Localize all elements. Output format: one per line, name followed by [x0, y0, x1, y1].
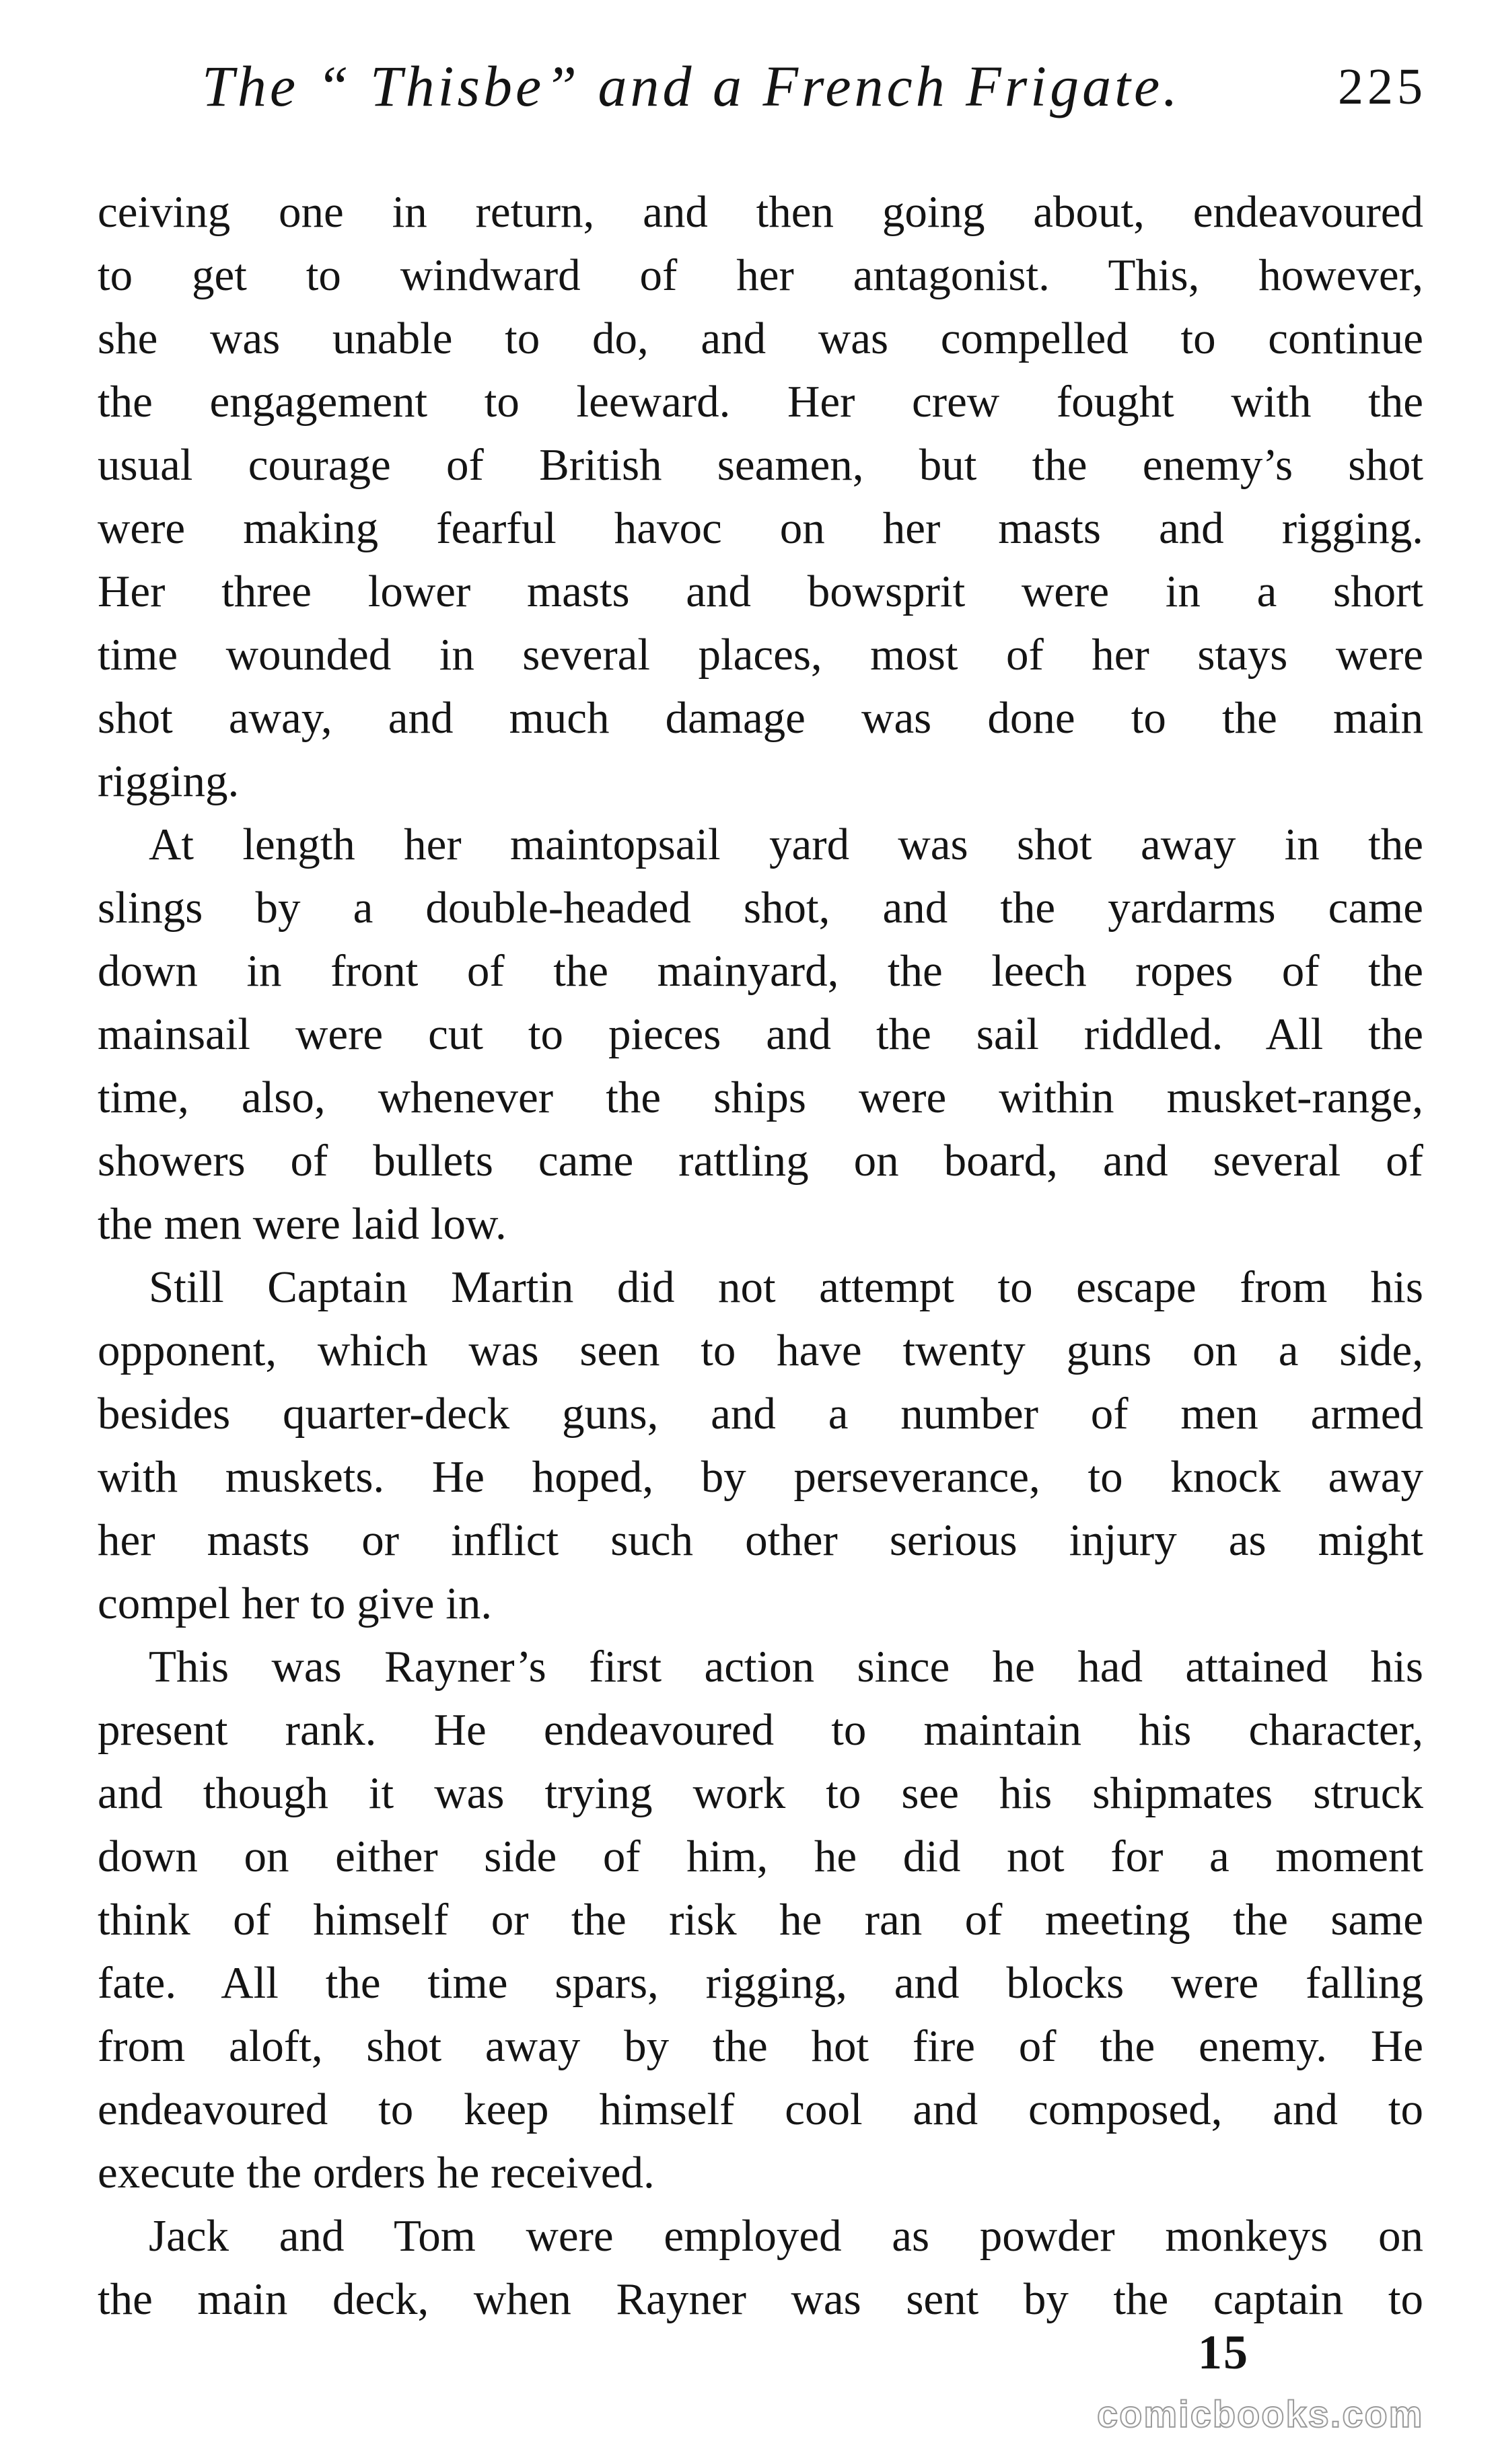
- text-line: At length her maintopsail yard was shot away in the: [149, 820, 1423, 869]
- text-line: and though it was trying work to see his shipmates struck: [98, 1768, 1423, 1818]
- text-line: mainsail were cut to pieces and the sail riddled. All the: [98, 1009, 1423, 1059]
- text-line: the engagement to leeward. Her crew fought with the: [98, 377, 1423, 427]
- text-line: opponent, which was seen to have twenty guns on a side,: [98, 1326, 1423, 1375]
- text-line: with muskets. He hoped, by perseverance, to knock away: [98, 1452, 1423, 1502]
- text-line: ceiving one in return, and then going about, endeavoured: [98, 187, 1423, 237]
- paragraph: [98, 180, 1423, 813]
- text-line: fate. All the time spars, rigging, and blocks were falling: [98, 1958, 1423, 2008]
- text-line: compel her to give in.: [98, 1579, 493, 1628]
- page-number: 225: [1338, 59, 1427, 115]
- text-line: her masts or inflict such other serious injury as might: [98, 1515, 1423, 1565]
- text-line: present rank. He endeavoured to maintain his character,: [98, 1705, 1423, 1755]
- text-line: besides quarter-deck guns, and a number of men armed: [98, 1389, 1423, 1439]
- text-line: slings by a double-headed shot, and the yardarms came: [98, 883, 1423, 933]
- running-title: The “ Thisbe” and a French Frigate.: [202, 54, 1181, 118]
- text-line: rigging.: [98, 756, 240, 806]
- text-line: the men were laid low.: [98, 1199, 507, 1249]
- text-line: usual courage of British seamen, but the enemy’s shot: [98, 440, 1423, 490]
- body-text: [98, 180, 1423, 2331]
- watermark: comicbooks.com: [1097, 2393, 1424, 2435]
- signature-mark: 15: [1198, 2325, 1249, 2379]
- text-line: were making fearful havoc on her masts and rigging.: [98, 503, 1423, 553]
- text-line: shot away, and much damage was done to the main: [98, 693, 1423, 743]
- text-line: showers of bullets came rattling on board, and several of: [98, 1136, 1423, 1186]
- paragraph: [98, 2204, 1423, 2331]
- page-header: [202, 40, 1427, 128]
- text-line: endeavoured to keep himself cool and composed, and to: [98, 2085, 1423, 2134]
- text-line: time, also, whenever the ships were within musket-range,: [98, 1073, 1423, 1122]
- text-line: from aloft, shot away by the hot fire of the enemy. He: [98, 2021, 1423, 2071]
- paragraph: [98, 1256, 1423, 1635]
- text-line: the main deck, when Rayner was sent by the captain to: [98, 2274, 1423, 2324]
- paragraph: [98, 813, 1423, 1256]
- text-line: Jack and Tom were employed as powder monkeys on: [149, 2211, 1423, 2261]
- text-line: down on either side of him, he did not for a moment: [98, 1832, 1423, 1881]
- text-line: Her three lower masts and bowsprit were in a short: [98, 567, 1423, 616]
- paragraph: [98, 1635, 1423, 2204]
- text-line: execute the orders he received.: [98, 2148, 655, 2198]
- text-line: she was unable to do, and was compelled to continue: [98, 314, 1423, 363]
- text-line: This was Rayner’s first action since he had attained his: [149, 1642, 1423, 1692]
- text-line: Still Captain Martin did not attempt to escape from his: [149, 1262, 1423, 1312]
- text-line: down in front of the mainyard, the leech ropes of the: [98, 946, 1423, 996]
- text-line: think of himself or the risk he ran of meeting the same: [98, 1895, 1423, 1945]
- text-line: to get to windward of her antagonist. This, however,: [98, 250, 1423, 300]
- text-line: time wounded in several places, most of her stays were: [98, 630, 1423, 680]
